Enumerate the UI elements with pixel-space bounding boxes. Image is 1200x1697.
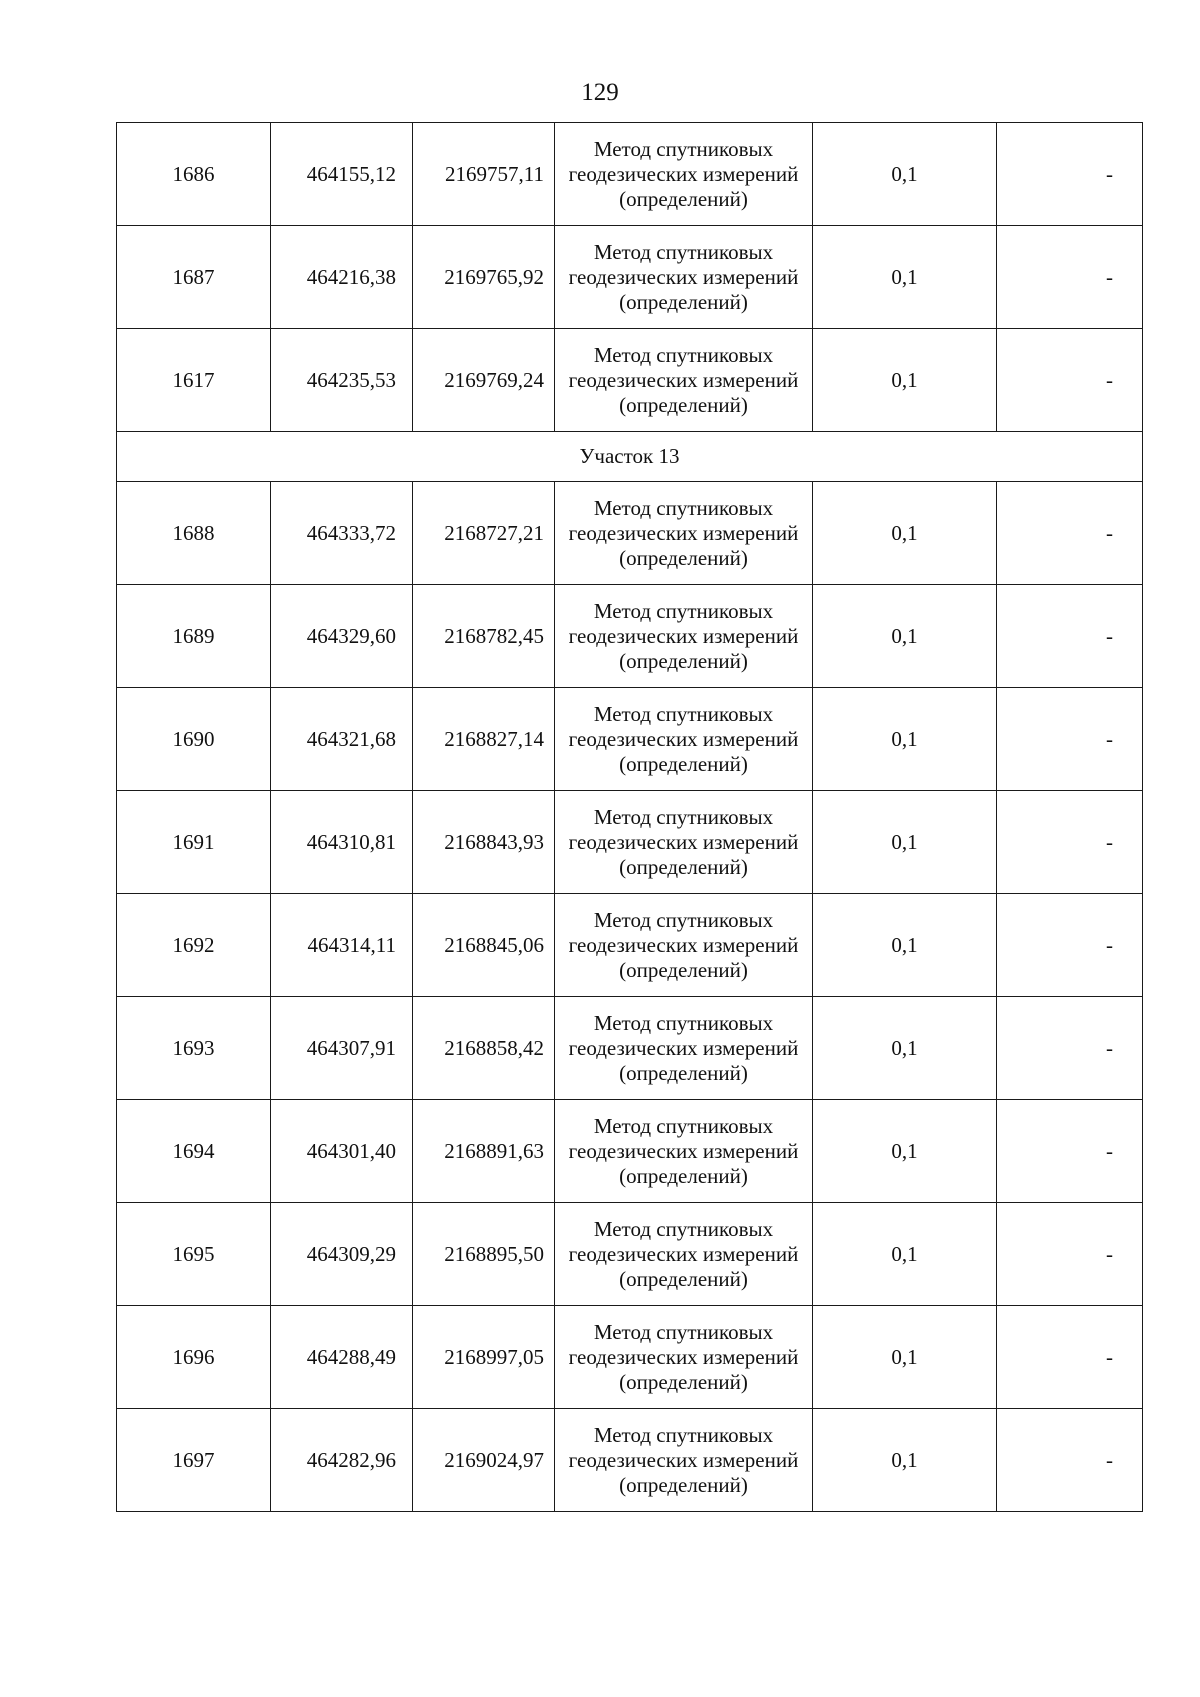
table-row bbox=[117, 1409, 1143, 1512]
x-coordinate-cell: 464314,11 bbox=[271, 894, 413, 997]
method-cell bbox=[555, 894, 813, 997]
x-coordinate-cell: 464301,40 bbox=[271, 1100, 413, 1203]
method-line: Метод спутниковых bbox=[593, 907, 774, 932]
point-number-cell: 1697 bbox=[117, 1409, 271, 1512]
method-cell bbox=[555, 791, 813, 894]
method-line: Метод спутниковых bbox=[593, 1216, 774, 1241]
method-line: (определений) bbox=[619, 392, 748, 417]
method-line: (определений) bbox=[619, 1369, 748, 1394]
method-line: геодезических измерений bbox=[568, 264, 799, 289]
method-cell bbox=[555, 1100, 813, 1203]
table-row bbox=[117, 791, 1143, 894]
method-line: (определений) bbox=[619, 186, 748, 211]
note-cell: - bbox=[997, 226, 1143, 329]
note-cell: - bbox=[997, 1306, 1143, 1409]
method-line: Метод спутниковых bbox=[593, 495, 774, 520]
accuracy-cell: 0,1 bbox=[813, 894, 997, 997]
table-row bbox=[117, 123, 1143, 226]
accuracy-cell: 0,1 bbox=[813, 1409, 997, 1512]
x-coordinate-cell: 464309,29 bbox=[271, 1203, 413, 1306]
y-coordinate-cell: 2168997,05 bbox=[413, 1306, 555, 1409]
point-number-cell: 1687 bbox=[117, 226, 271, 329]
y-coordinate-cell: 2168727,21 bbox=[413, 482, 555, 585]
accuracy-cell: 0,1 bbox=[813, 482, 997, 585]
point-number-cell: 1691 bbox=[117, 791, 271, 894]
y-coordinate-cell: 2168782,45 bbox=[413, 585, 555, 688]
table-row bbox=[117, 1306, 1143, 1409]
method-line: Метод спутниковых bbox=[593, 342, 774, 367]
note-cell: - bbox=[997, 329, 1143, 432]
method-line: геодезических измерений bbox=[568, 623, 799, 648]
method-line: Метод спутниковых bbox=[593, 1010, 774, 1035]
method-line: Метод спутниковых bbox=[593, 239, 774, 264]
x-coordinate-cell: 464333,72 bbox=[271, 482, 413, 585]
method-line: геодезических измерений bbox=[568, 1447, 799, 1472]
method-cell bbox=[555, 997, 813, 1100]
y-coordinate-cell: 2168895,50 bbox=[413, 1203, 555, 1306]
y-coordinate-cell: 2168891,63 bbox=[413, 1100, 555, 1203]
y-coordinate-cell: 2169765,92 bbox=[413, 226, 555, 329]
y-coordinate-cell: 2168845,06 bbox=[413, 894, 555, 997]
y-coordinate-cell: 2168843,93 bbox=[413, 791, 555, 894]
accuracy-cell: 0,1 bbox=[813, 226, 997, 329]
accuracy-cell: 0,1 bbox=[813, 585, 997, 688]
y-coordinate-cell: 2168858,42 bbox=[413, 997, 555, 1100]
x-coordinate-cell: 464310,81 bbox=[271, 791, 413, 894]
method-line: геодезических измерений bbox=[568, 1241, 799, 1266]
method-line: (определений) bbox=[619, 545, 748, 570]
y-coordinate-cell: 2169769,24 bbox=[413, 329, 555, 432]
method-line: (определений) bbox=[619, 1060, 748, 1085]
point-number-cell: 1690 bbox=[117, 688, 271, 791]
method-line: геодезических измерений bbox=[568, 520, 799, 545]
method-line: геодезических измерений bbox=[568, 161, 799, 186]
accuracy-cell: 0,1 bbox=[813, 997, 997, 1100]
note-cell: - bbox=[997, 997, 1143, 1100]
method-line: (определений) bbox=[619, 751, 748, 776]
accuracy-cell: 0,1 bbox=[813, 329, 997, 432]
accuracy-cell: 0,1 bbox=[813, 1100, 997, 1203]
page-number: 129 bbox=[581, 79, 619, 106]
note-cell: - bbox=[997, 1100, 1143, 1203]
x-coordinate-cell: 464155,12 bbox=[271, 123, 413, 226]
x-coordinate-cell: 464216,38 bbox=[271, 226, 413, 329]
method-line: геодезических измерений bbox=[568, 367, 799, 392]
coordinates-table bbox=[116, 122, 1143, 1512]
coordinates-table-body bbox=[117, 123, 1143, 1512]
x-coordinate-cell: 464235,53 bbox=[271, 329, 413, 432]
note-cell: - bbox=[997, 791, 1143, 894]
table-row bbox=[117, 1100, 1143, 1203]
method-line: (определений) bbox=[619, 1266, 748, 1291]
table-row bbox=[117, 894, 1143, 997]
x-coordinate-cell: 464329,60 bbox=[271, 585, 413, 688]
table-row bbox=[117, 1203, 1143, 1306]
point-number-cell: 1689 bbox=[117, 585, 271, 688]
y-coordinate-cell: 2169757,11 bbox=[413, 123, 555, 226]
x-coordinate-cell: 464282,96 bbox=[271, 1409, 413, 1512]
method-line: (определений) bbox=[619, 289, 748, 314]
point-number-cell: 1695 bbox=[117, 1203, 271, 1306]
note-cell: - bbox=[997, 585, 1143, 688]
note-cell: - bbox=[997, 482, 1143, 585]
note-cell: - bbox=[997, 1203, 1143, 1306]
method-cell bbox=[555, 329, 813, 432]
y-coordinate-cell: 2168827,14 bbox=[413, 688, 555, 791]
method-line: геодезических измерений bbox=[568, 1138, 799, 1163]
method-cell bbox=[555, 226, 813, 329]
method-line: (определений) bbox=[619, 854, 748, 879]
table-row bbox=[117, 226, 1143, 329]
accuracy-cell: 0,1 bbox=[813, 1203, 997, 1306]
method-line: геодезических измерений bbox=[568, 1344, 799, 1369]
note-cell: - bbox=[997, 894, 1143, 997]
x-coordinate-cell: 464307,91 bbox=[271, 997, 413, 1100]
point-number-cell: 1696 bbox=[117, 1306, 271, 1409]
point-number-cell: 1693 bbox=[117, 997, 271, 1100]
accuracy-cell: 0,1 bbox=[813, 1306, 997, 1409]
method-line: геодезических измерений bbox=[568, 726, 799, 751]
section-label: Участок 13 bbox=[117, 432, 1143, 482]
method-cell bbox=[555, 1409, 813, 1512]
table-row bbox=[117, 997, 1143, 1100]
method-line: (определений) bbox=[619, 957, 748, 982]
table-row bbox=[117, 482, 1143, 585]
y-coordinate-cell: 2169024,97 bbox=[413, 1409, 555, 1512]
method-cell bbox=[555, 123, 813, 226]
table-row bbox=[117, 688, 1143, 791]
method-line: Метод спутниковых bbox=[593, 598, 774, 623]
note-cell: - bbox=[997, 123, 1143, 226]
x-coordinate-cell: 464321,68 bbox=[271, 688, 413, 791]
point-number-cell: 1688 bbox=[117, 482, 271, 585]
point-number-cell: 1617 bbox=[117, 329, 271, 432]
method-cell bbox=[555, 1306, 813, 1409]
section-header-row bbox=[117, 432, 1143, 482]
point-number-cell: 1692 bbox=[117, 894, 271, 997]
method-line: геодезических измерений bbox=[568, 1035, 799, 1060]
note-cell: - bbox=[997, 1409, 1143, 1512]
table-row bbox=[117, 329, 1143, 432]
method-line: Метод спутниковых bbox=[593, 804, 774, 829]
method-line: (определений) bbox=[619, 648, 748, 673]
point-number-cell: 1694 bbox=[117, 1100, 271, 1203]
method-line: (определений) bbox=[619, 1163, 748, 1188]
accuracy-cell: 0,1 bbox=[813, 688, 997, 791]
method-cell bbox=[555, 1203, 813, 1306]
method-line: Метод спутниковых bbox=[593, 136, 774, 161]
point-number-cell: 1686 bbox=[117, 123, 271, 226]
accuracy-cell: 0,1 bbox=[813, 123, 997, 226]
method-line: геодезических измерений bbox=[568, 829, 799, 854]
note-cell: - bbox=[997, 688, 1143, 791]
table-row bbox=[117, 585, 1143, 688]
method-cell bbox=[555, 482, 813, 585]
method-cell bbox=[555, 585, 813, 688]
method-cell bbox=[555, 688, 813, 791]
method-line: (определений) bbox=[619, 1472, 748, 1497]
method-line: геодезических измерений bbox=[568, 932, 799, 957]
x-coordinate-cell: 464288,49 bbox=[271, 1306, 413, 1409]
method-line: Метод спутниковых bbox=[593, 1113, 774, 1138]
method-line: Метод спутниковых bbox=[593, 701, 774, 726]
accuracy-cell: 0,1 bbox=[813, 791, 997, 894]
method-line: Метод спутниковых bbox=[593, 1319, 774, 1344]
method-line: Метод спутниковых bbox=[593, 1422, 774, 1447]
